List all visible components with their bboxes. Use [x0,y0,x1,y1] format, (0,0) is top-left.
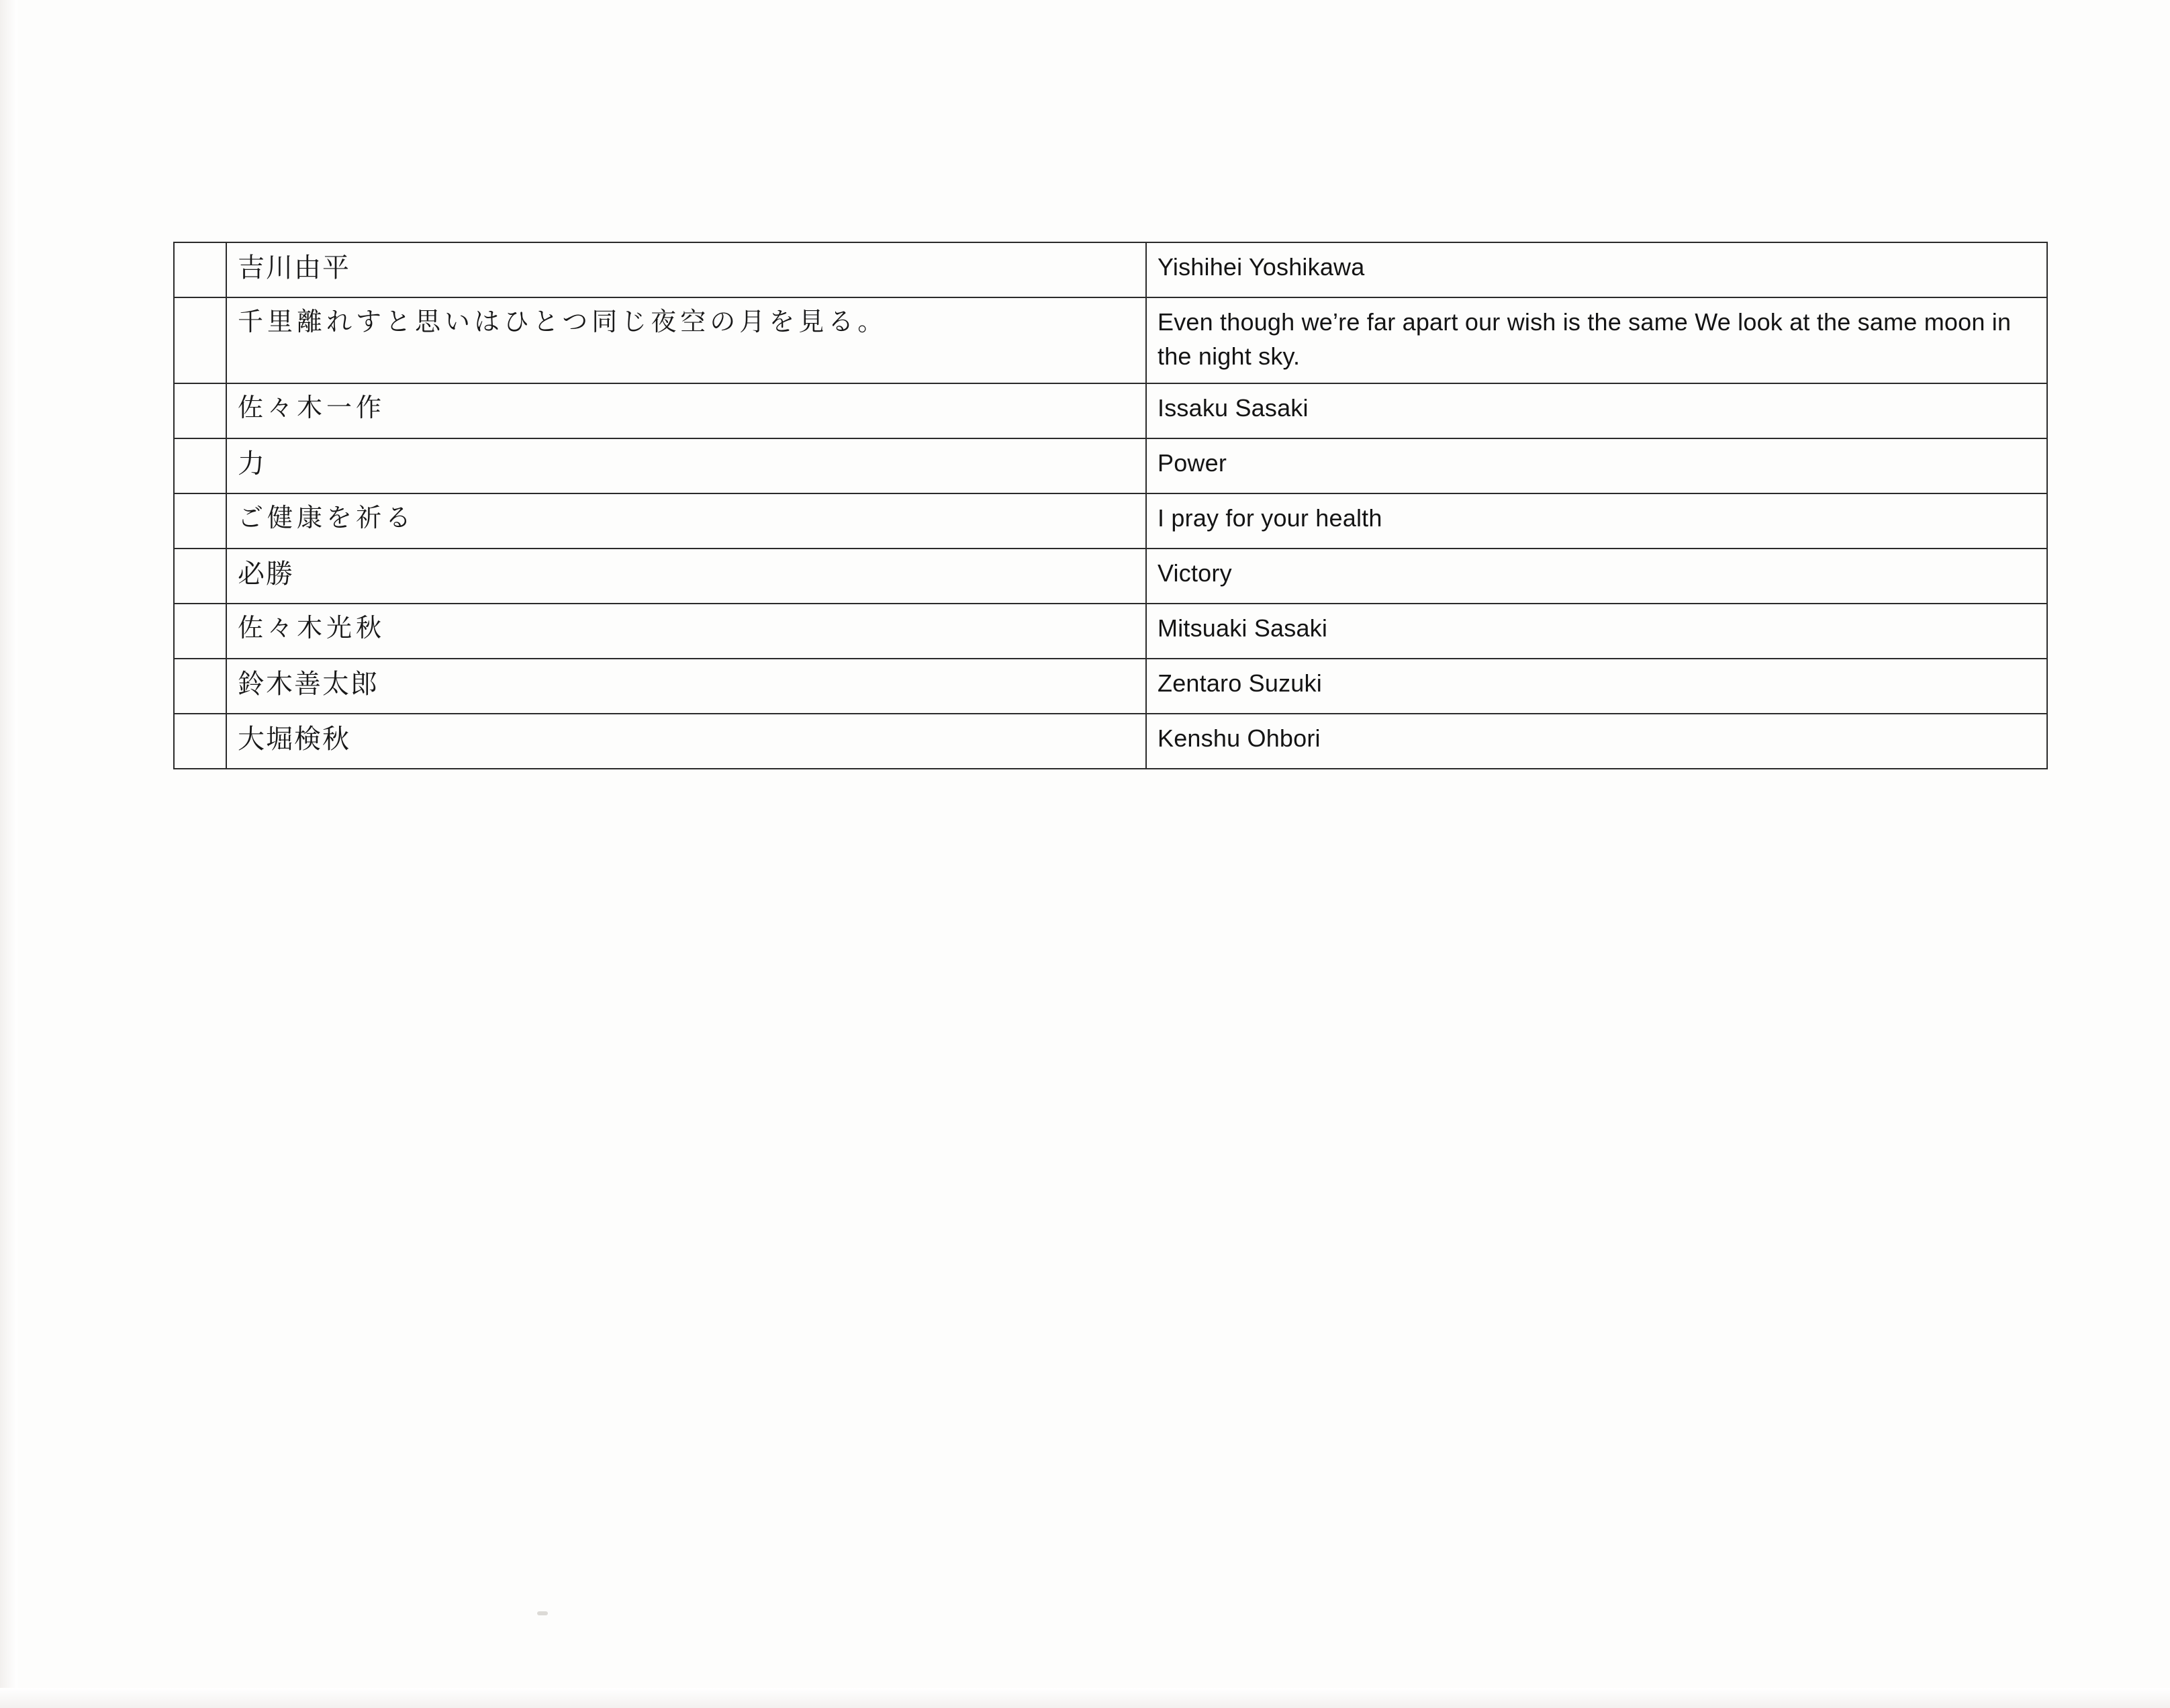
scan-edge-left [0,0,17,1708]
english-text: Zentaro Suzuki [1158,669,1322,698]
table-row [174,297,2047,383]
english-text: Mitsuaki Sasaki [1158,614,1328,643]
table-row [174,714,2047,769]
japanese-cell [226,659,1146,714]
row-marker-cell [174,604,226,659]
row-marker-cell [174,549,226,604]
table-row [174,242,2047,297]
japanese-text: 佐々木一作 [238,393,386,423]
japanese-cell [226,549,1146,604]
japanese-text: 大堀検秋 [238,724,350,755]
english-text: Yishihei Yoshikawa [1158,253,1365,281]
row-marker-cell [174,297,226,383]
english-text: Even though we’re far apart our wish is the same We look at the same moon in the night sky. [1158,308,2012,371]
english-text: Victory [1158,559,1232,587]
japanese-text: 必勝 [238,559,294,590]
english-cell [1146,714,2047,769]
translation-table [173,242,2048,769]
english-text: I pray for your health [1158,504,1382,532]
row-marker-cell [174,438,226,493]
table-row [174,604,2047,659]
english-cell [1146,549,2047,604]
english-text: Issaku Sasaki [1158,394,1309,422]
english-text: Power [1158,449,1227,477]
japanese-text: ご健康を祈る [238,503,416,533]
row-marker-cell [174,493,226,549]
japanese-text: 千里離れすと思いはひとつ同じ夜空の月を見る。 [238,307,888,336]
row-marker-cell [174,242,226,297]
japanese-cell [226,383,1146,438]
scan-speck [537,1611,548,1615]
japanese-cell [226,242,1146,297]
english-cell [1146,604,2047,659]
row-marker-cell [174,659,226,714]
table-row [174,659,2047,714]
table-row [174,549,2047,604]
english-cell [1146,297,2047,383]
english-cell [1146,659,2047,714]
row-marker-cell [174,383,226,438]
japanese-cell [226,493,1146,549]
japanese-cell [226,604,1146,659]
english-cell [1146,493,2047,549]
japanese-cell [226,714,1146,769]
japanese-text: 鈴木善太郎 [238,669,379,700]
japanese-cell [226,297,1146,383]
table-row [174,493,2047,549]
english-text: Kenshu Ohbori [1158,724,1321,753]
japanese-text: 力 [238,448,266,480]
english-cell [1146,242,2047,297]
row-marker-cell [174,714,226,769]
table-row [174,438,2047,493]
english-cell [1146,438,2047,493]
japanese-cell [226,438,1146,493]
scan-edge-bottom [0,1688,2170,1708]
table-row [174,383,2047,438]
table-container [173,242,2046,769]
table-body [174,242,2047,769]
english-cell [1146,383,2047,438]
japanese-text: 佐々木光秋 [238,613,386,643]
japanese-text: 吉川由平 [238,252,350,283]
